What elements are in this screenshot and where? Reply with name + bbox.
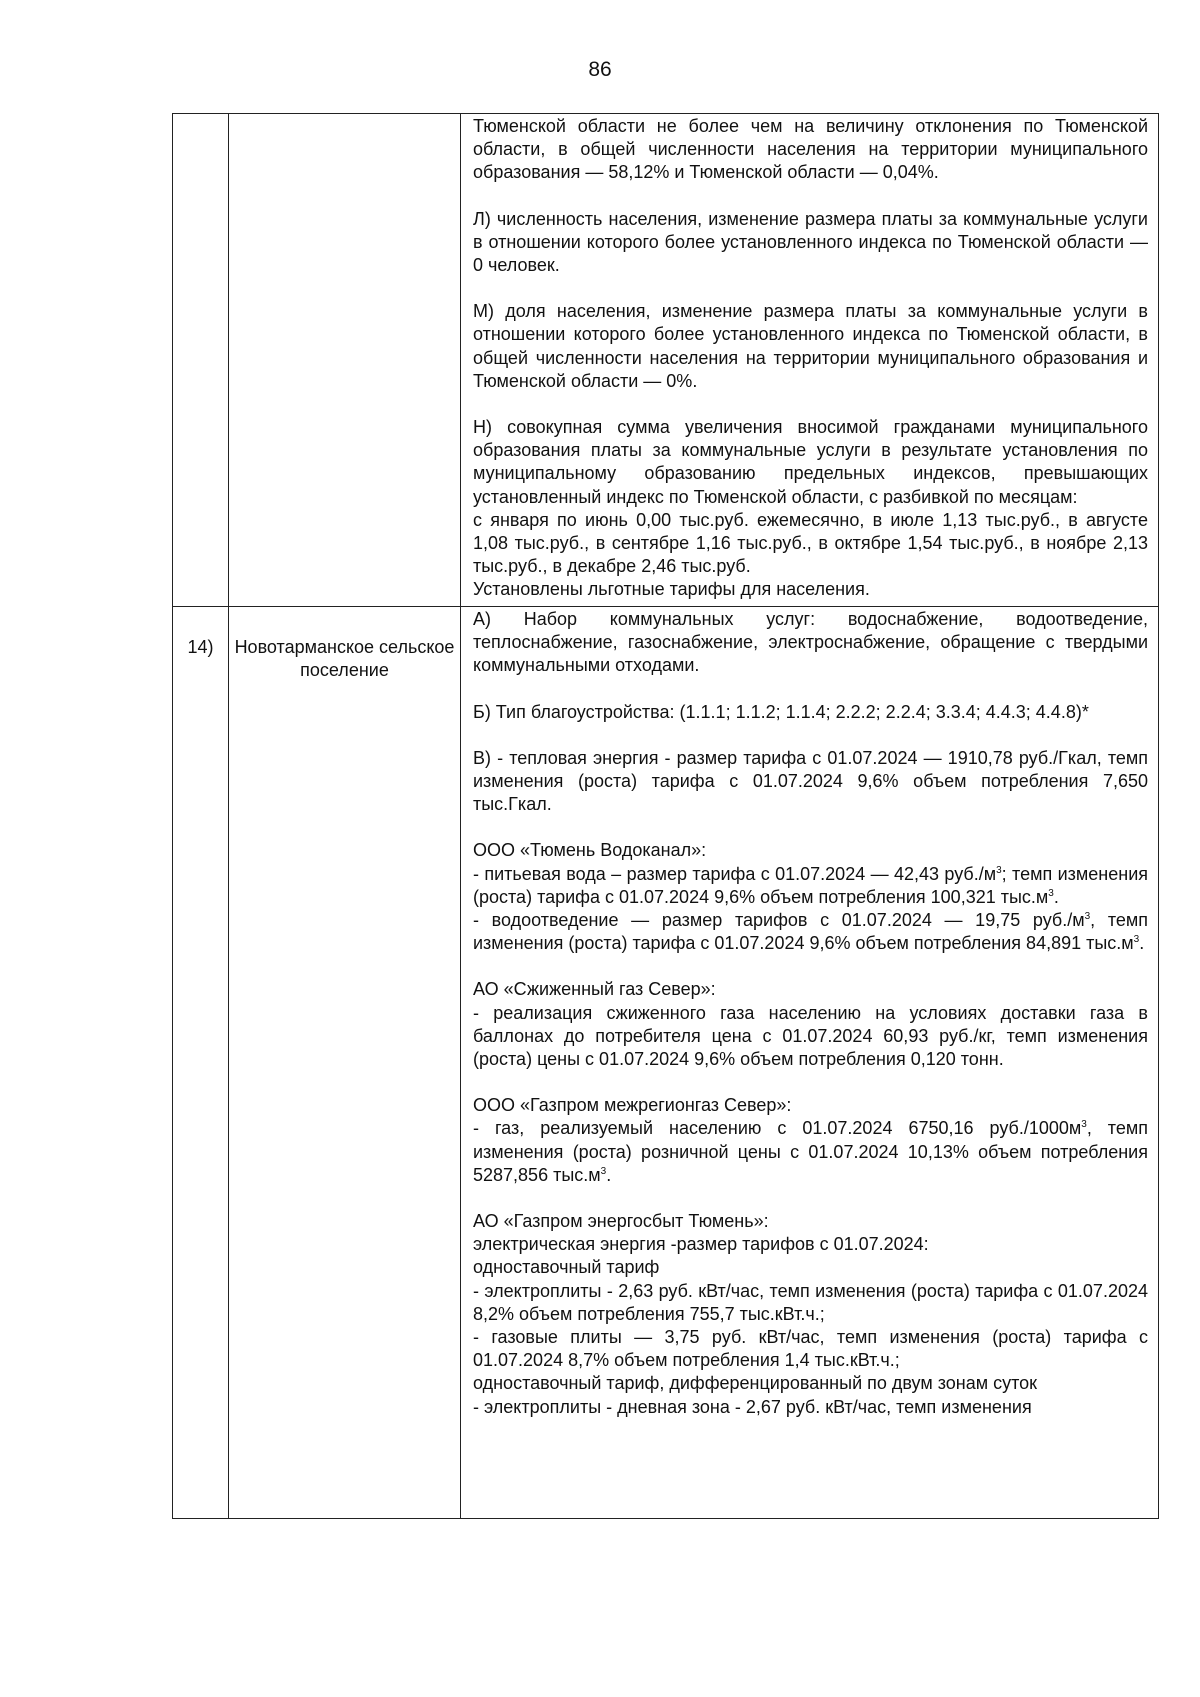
paragraph-spacer [473, 1187, 1148, 1210]
paragraph: Н) совокупная сумма увеличения вносимой гражданами муниципального образования платы за коммунальные услуги в результате установления по муниципальному образованию предельных индексов, превышающих установленный индекс по Тюменской области, с разбивкой по месяцам: [473, 417, 1148, 507]
tariff-table [172, 113, 1159, 1519]
paragraph: Б) Тип благоустройства: (1.1.1; 1.1.2; 1.1.4; 2.2.2; 2.2.4; 3.3.4; 4.4.3; 4.4.8)* [473, 701, 1089, 722]
row-content [461, 607, 1159, 1519]
paragraph: Тюменской области не более чем на величину отклонения по Тюменской области, в общей численности населения на территории муниципального образования — 58,12% и Тюменской области — 0,04%. [473, 116, 1148, 183]
municipality-name [229, 114, 461, 607]
paragraph: М) доля населения, изменение размера платы за коммунальные услуги в отношении которого более установленного индекса по Тюменской области, в общей численности населения на территории муниципального образования и Тюменской области — 0%. [473, 301, 1148, 391]
paragraph: с января по июнь 0,00 тыс.руб. ежемесячно, в июле 1,13 тыс.руб., в августе 1,08 тыс.руб., в сентябре 1,16 тыс.руб., в октябре 1,54 тыс.руб., в ноябре 2,13 тыс.руб., в декабре 2,46 тыс.руб. [473, 509, 1148, 577]
paragraph: - электроплиты - дневная зона - 2,67 руб. кВт/час, темп изменения [473, 1396, 1032, 1417]
table-row [173, 114, 1159, 607]
paragraph: Л) численность населения, изменение размера платы за коммунальные услуги в отношении которого более установленного индекса по Тюменской области — 0 человек. [473, 208, 1148, 276]
municipality-name: Новотарманское сельское поселение [229, 607, 461, 1519]
paragraph: - питьевая вода – размер тарифа с 01.07.2024 — 42,43 $руб./м^3$; темп изменения (роста) тарифа с 01.07.2024 9,6% объем потребления 100,321 $тыс.м^3$. [473, 863, 1148, 907]
row-content [461, 114, 1159, 607]
paragraph-spacer [473, 393, 1148, 416]
table-row [173, 607, 1159, 1519]
paragraph: АО «Сжиженный газ Север»: [473, 979, 716, 1000]
paragraph: ООО «Тюмень Водоканал»: [473, 840, 707, 861]
paragraph: одноставочный тариф [473, 1257, 660, 1278]
paragraph: одноставочный тариф, дифференцированный по двум зонам суток [473, 1373, 1038, 1394]
paragraph: - газ, реализуемый населению с 01.07.2024 6750,16 $руб./1000м^3$, темп изменения (роста) розничной цены с 01.07.2024 10,13% объем потребления 5287,856 $тыс.м^3$. [473, 1118, 1148, 1185]
paragraph: Установлены льготные тарифы для населения. [473, 579, 870, 600]
paragraph: - водоотведение — размер тарифов с 01.07.2024 — 19,75 $руб./м^3$, темп изменения (роста) тарифа с 01.07.2024 9,6% объем потребления 84,891 $тыс.м^3$. [473, 910, 1148, 954]
paragraph-spacer [473, 955, 1148, 978]
row-number: 14) [173, 607, 229, 1519]
paragraph-spacer [473, 678, 1148, 701]
page-number: 86 [588, 58, 612, 81]
paragraph-spacer [473, 724, 1148, 747]
paragraph: В) - тепловая энергия - размер тарифа с 01.07.2024 — 1910,78 руб./Гкал, темп изменения (роста) тарифа с 01.07.2024 9,6% объем потребления 7,650 тыс.Гкал. [473, 747, 1148, 815]
paragraph: АО «Газпром энергосбыт Тюмень»: [473, 1211, 769, 1232]
paragraph: - газовые плиты — 3,75 руб. кВт/час, темп изменения (роста) тарифа с 01.07.2024 8,7% объем потребления 1,4 тыс.кВт.ч.; [473, 1327, 1148, 1371]
paragraph: ООО «Газпром межрегионгаз Север»: [473, 1095, 792, 1116]
paragraph: - электроплиты - 2,63 руб. кВт/час, темп изменения (роста) тарифа с 01.07.2024 8,2% объем потребления 755,7 тыс.кВт.ч.; [473, 1280, 1148, 1324]
paragraph-spacer [473, 816, 1148, 839]
row-number [173, 114, 229, 607]
paragraph: А) Набор коммунальных услуг: водоснабжение, водоотведение, теплоснабжение, газоснабжение, электроснабжение, обращение с твердыми коммунальными отходами. [473, 609, 1148, 676]
paragraph: - реализация сжиженного газа населению на условиях доставки газа в баллонах до потребителя цена с 01.07.2024 60,93 руб./кг, темп изменения (роста) цены с 01.07.2024 9,6% объем потребления 0,120 тонн. [473, 1002, 1148, 1070]
paragraph-spacer [473, 277, 1148, 300]
paragraph: электрическая энергия -размер тарифов с 01.07.2024: [473, 1234, 929, 1255]
paragraph-spacer [473, 185, 1148, 208]
paragraph-spacer [473, 1071, 1148, 1094]
